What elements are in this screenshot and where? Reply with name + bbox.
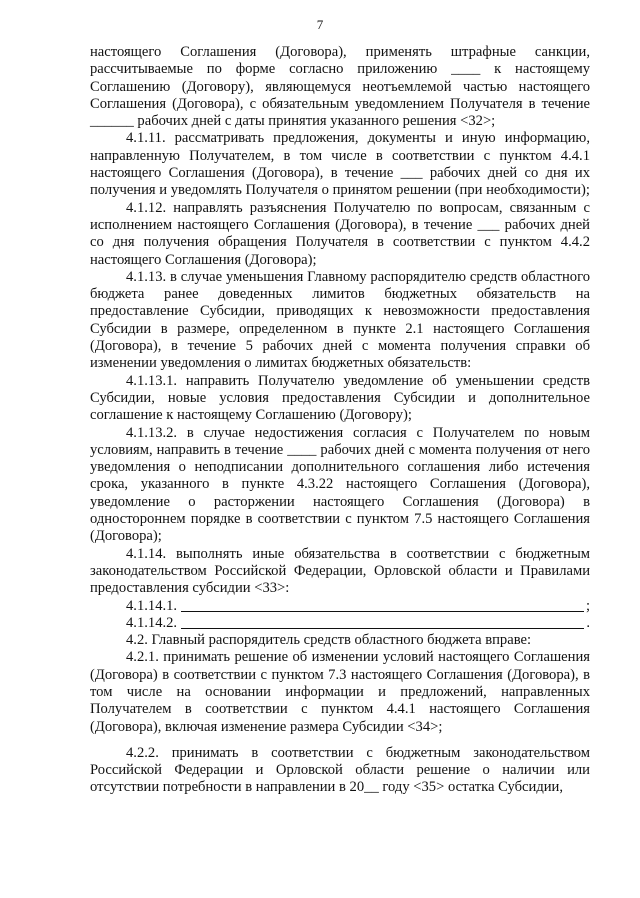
paragraph-4-2-1: 4.2.1. принимать решение об изменении условий настоящего Соглашения (Договора) в соответствии с пунктом 7.3 настоящего Соглашения (Договора), в том числе на основании информации и предложений, направленных Получателем в соответствии с пунктом 4.4.1 настоящего Соглашения (Договора), включая изменение размера Субсидии <34>; xyxy=(90,649,590,735)
paragraph-4-1-12: 4.1.12. направлять разъяснения Получателю по вопросам, связанным с исполнением настоящего Соглашения (Договора), в течение ___ рабочих дней со дня получения обращения Получателя в соответствии с пунктом 4.4.2 настоящего Соглашения (Договора); xyxy=(90,199,590,268)
item-end: . xyxy=(586,614,590,631)
item-label: 4.1.14.1. xyxy=(126,597,178,614)
document-body xyxy=(90,44,590,797)
paragraph-continuation: настоящего Соглашения (Договора), применять штрафные санкции, рассчитываемые по форме согласно приложению ____ к настоящему Соглашению (Договору), являющемуся неотъемлемой частью настоящего Соглашения (Договора), с обязательным уведомлением Получателя в течение ______ рабочих дней с даты принятия указанного решения <32>; xyxy=(90,44,590,130)
paragraph-4-1-14-2 xyxy=(90,615,590,632)
paragraph-4-1-13: 4.1.13. в случае уменьшения Главному распорядителю средств областного бюджета ранее доведенных лимитов бюджетных обязательств на предоставление Субсидии, приводящих к невозможности предоставления Субсидии в размере, определенном в пункте 2.1 настоящего Соглашения (Договора), в течение 5 рабочих дней с момента получения справки об изменении уведомления о лимитах бюджетных обязательств: xyxy=(90,268,590,372)
spacer xyxy=(90,736,590,745)
fill-in-line xyxy=(181,628,584,629)
fill-in-line xyxy=(181,611,584,612)
item-label: 4.1.14.2. xyxy=(126,614,178,631)
paragraph-4-1-13-1: 4.1.13.1. направить Получателю уведомление об уменьшении средств Субсидии, новые условия предоставления Субсидии и дополнительное соглашение к настоящему Соглашению (Договору); xyxy=(90,372,590,424)
paragraph-4-1-11: 4.1.11. рассматривать предложения, документы и иную информацию, направленную Получателем, в том числе в соответствии с пунктом 4.4.1 настоящего Соглашения (Договора), в течение ___ рабочих дней со дня их получения и уведомлять Получателя о принятом решении (при необходимости); xyxy=(90,130,590,199)
paragraph-4-1-14: 4.1.14. выполнять иные обязательства в соответствии с бюджетным законодательством Российской Федерации, Орловской области и Правилами предоставления субсидии <33>: xyxy=(90,545,590,597)
item-end: ; xyxy=(585,597,590,614)
paragraph-4-2-2: 4.2.2. принимать в соответствии с бюджетным законодательством Российской Федерации и Орловской области решение о наличии или отсутствии потребности в направлении в 20__ году <35> остатка Субсидии, xyxy=(90,744,590,796)
paragraph-4-1-14-1 xyxy=(90,598,590,615)
paragraph-4-2: 4.2. Главный распорядитель средств областного бюджета вправе: xyxy=(126,632,532,649)
paragraph-4-1-13-2: 4.1.13.2. в случае недостижения согласия с Получателем по новым условиям, направить в течение ____ рабочих дней с момента получения от него уведомления о неподписании дополнительного соглашения либо истечения срока, указанного в пункте 4.3.22 настоящего Соглашения (Договора), уведомление о расторжении настоящего Соглашения (Договора) в одностороннем порядке в соответствии с пунктом 7.5 настоящего Соглашения (Договора); xyxy=(90,424,590,545)
page-number: 7 xyxy=(316,17,324,32)
